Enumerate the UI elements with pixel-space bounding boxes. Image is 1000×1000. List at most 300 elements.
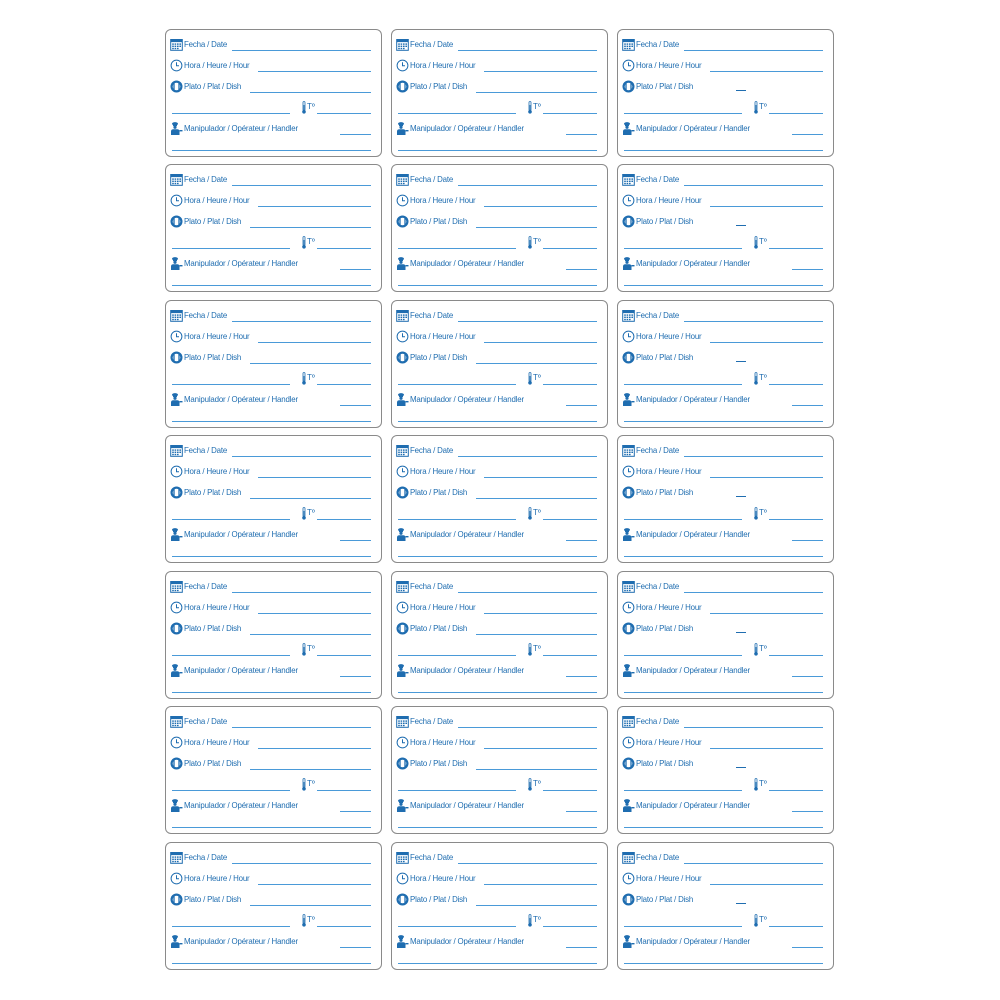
dish-field-label: Plato / Plat / Dish <box>636 758 694 768</box>
hour-field-line[interactable] <box>484 71 597 72</box>
handler-extra-line[interactable] <box>172 963 371 964</box>
hour-field-line[interactable] <box>484 477 597 478</box>
date-field-line[interactable] <box>458 863 597 864</box>
handler-field-row <box>170 393 371 407</box>
chef-icon <box>170 528 183 541</box>
temperature-label: Tº <box>307 915 315 924</box>
temperature-label: Tº <box>533 237 541 246</box>
chef-icon <box>396 935 409 948</box>
handler-field-line[interactable] <box>792 540 823 541</box>
temperature-row <box>170 778 371 792</box>
date-field-label: Fecha / Date <box>184 445 228 455</box>
clock-icon <box>622 736 635 749</box>
handler-field-line[interactable] <box>340 134 371 135</box>
handler-extra-line[interactable] <box>624 827 823 828</box>
calendar-icon <box>622 580 635 593</box>
hour-field-line[interactable] <box>484 342 597 343</box>
hour-field-row <box>396 736 597 750</box>
temperature-line[interactable] <box>543 790 597 791</box>
calendar-icon <box>622 173 635 186</box>
food-label-card <box>391 29 608 157</box>
dish-field-line[interactable] <box>476 634 597 635</box>
calendar-icon <box>396 715 409 728</box>
temperature-line[interactable] <box>769 519 823 520</box>
hour-field-label: Hora / Heure / Hour <box>636 737 702 747</box>
food-label-card <box>617 164 834 292</box>
date-field-line[interactable] <box>232 185 371 186</box>
temperature-line[interactable] <box>769 248 823 249</box>
handler-field-label: Manipulador / Opérateur / Handler <box>636 394 750 404</box>
handler-field-row <box>622 393 823 407</box>
handler-extra-line[interactable] <box>398 556 597 557</box>
handler-extra-line[interactable] <box>172 150 371 151</box>
clock-icon <box>396 736 409 749</box>
cutlery-icon <box>170 757 183 770</box>
temperature-line[interactable] <box>769 926 823 927</box>
temperature-pre-line[interactable] <box>398 384 516 385</box>
handler-field-row <box>396 664 597 678</box>
dish-field-label: Plato / Plat / Dish <box>410 216 468 226</box>
dish-field-label: Plato / Plat / Dish <box>636 894 694 904</box>
temperature-line[interactable] <box>317 384 371 385</box>
handler-extra-line[interactable] <box>398 827 597 828</box>
temperature-pre-line[interactable] <box>398 926 516 927</box>
hour-field-row <box>396 601 597 615</box>
calendar-icon <box>170 715 183 728</box>
dish-field-label: Plato / Plat / Dish <box>410 894 468 904</box>
date-field-row <box>170 851 371 865</box>
temperature-pre-line[interactable] <box>398 790 516 791</box>
handler-field-row <box>622 664 823 678</box>
temperature-pre-line[interactable] <box>398 655 516 656</box>
hour-field-row <box>396 465 597 479</box>
dish-field-line[interactable] <box>250 905 371 906</box>
temperature-line[interactable] <box>543 926 597 927</box>
temperature-line[interactable] <box>543 384 597 385</box>
dish-field-row <box>622 80 823 94</box>
hour-field-line[interactable] <box>710 884 823 885</box>
dish-field-line[interactable] <box>250 363 371 364</box>
calendar-icon <box>622 444 635 457</box>
chef-icon <box>396 122 409 135</box>
dish-field-line[interactable] <box>250 92 371 93</box>
date-field-row <box>396 715 597 729</box>
calendar-icon <box>396 580 409 593</box>
hour-field-row <box>170 601 371 615</box>
date-field-row <box>396 309 597 323</box>
temperature-label: Tº <box>759 373 767 382</box>
date-field-row <box>622 173 823 187</box>
temperature-pre-line[interactable] <box>624 519 742 520</box>
temperature-row <box>170 643 371 657</box>
handler-field-label: Manipulador / Opérateur / Handler <box>410 394 524 404</box>
handler-field-line[interactable] <box>566 811 597 812</box>
handler-field-line[interactable] <box>340 811 371 812</box>
hour-field-line[interactable] <box>710 342 823 343</box>
hour-field-label: Hora / Heure / Hour <box>184 331 250 341</box>
date-field-line[interactable] <box>684 592 823 593</box>
date-field-line[interactable] <box>684 185 823 186</box>
dish-field-line[interactable] <box>250 769 371 770</box>
date-field-row <box>170 173 371 187</box>
clock-icon <box>170 872 183 885</box>
handler-field-row <box>622 257 823 271</box>
dish-field-line[interactable] <box>476 498 597 499</box>
hour-field-line[interactable] <box>484 206 597 207</box>
cutlery-icon <box>396 486 409 499</box>
hour-field-label: Hora / Heure / Hour <box>410 331 476 341</box>
hour-field-label: Hora / Heure / Hour <box>410 60 476 70</box>
date-field-row <box>396 580 597 594</box>
handler-field-line[interactable] <box>566 405 597 406</box>
dish-field-row <box>622 215 823 229</box>
clock-icon <box>622 872 635 885</box>
hour-field-label: Hora / Heure / Hour <box>636 195 702 205</box>
clock-icon <box>622 330 635 343</box>
hour-field-line[interactable] <box>484 884 597 885</box>
temperature-row <box>396 643 597 657</box>
clock-icon <box>170 736 183 749</box>
handler-field-row <box>170 664 371 678</box>
temperature-row <box>396 914 597 928</box>
dish-field-row <box>170 893 371 907</box>
chef-icon <box>170 122 183 135</box>
handler-field-line[interactable] <box>566 947 597 948</box>
hour-field-line[interactable] <box>258 71 371 72</box>
dish-field-row <box>622 486 823 500</box>
temperature-label: Tº <box>759 102 767 111</box>
handler-field-row <box>396 393 597 407</box>
cutlery-icon <box>170 215 183 228</box>
temperature-line[interactable] <box>317 248 371 249</box>
hour-field-label: Hora / Heure / Hour <box>636 331 702 341</box>
temperature-row <box>622 372 823 386</box>
temperature-pre-line[interactable] <box>172 926 290 927</box>
calendar-icon <box>622 309 635 322</box>
handler-field-line[interactable] <box>340 676 371 677</box>
handler-extra-line[interactable] <box>172 556 371 557</box>
date-field-line[interactable] <box>232 863 371 864</box>
temperature-label: Tº <box>533 644 541 653</box>
handler-extra-line[interactable] <box>624 556 823 557</box>
handler-field-row <box>396 935 597 949</box>
cutlery-icon <box>622 80 635 93</box>
cutlery-icon <box>622 486 635 499</box>
temperature-row <box>622 778 823 792</box>
calendar-icon <box>622 715 635 728</box>
calendar-icon <box>170 580 183 593</box>
handler-field-label: Manipulador / Opérateur / Handler <box>184 123 298 133</box>
hour-field-line[interactable] <box>484 613 597 614</box>
cutlery-icon <box>170 622 183 635</box>
food-label-card <box>617 571 834 699</box>
dish-field-row <box>396 757 597 771</box>
temperature-pre-line[interactable] <box>624 248 742 249</box>
date-field-line[interactable] <box>684 727 823 728</box>
temperature-pre-line[interactable] <box>624 655 742 656</box>
handler-field-line[interactable] <box>566 676 597 677</box>
date-field-line[interactable] <box>232 592 371 593</box>
temperature-line[interactable] <box>543 248 597 249</box>
cutlery-icon <box>622 351 635 364</box>
hour-field-line[interactable] <box>258 342 371 343</box>
handler-extra-line[interactable] <box>398 963 597 964</box>
handler-field-label: Manipulador / Opérateur / Handler <box>410 258 524 268</box>
cutlery-icon <box>396 351 409 364</box>
hour-field-line[interactable] <box>258 477 371 478</box>
temperature-line[interactable] <box>769 655 823 656</box>
dish-field-label: Plato / Plat / Dish <box>410 623 468 633</box>
date-field-label: Fecha / Date <box>636 716 680 726</box>
date-field-row <box>170 715 371 729</box>
dish-field-line[interactable] <box>250 498 371 499</box>
clock-icon <box>396 601 409 614</box>
temperature-line[interactable] <box>317 113 371 114</box>
clock-icon <box>170 330 183 343</box>
dish-field-row <box>170 80 371 94</box>
temperature-pre-line[interactable] <box>172 384 290 385</box>
dish-field-label: Plato / Plat / Dish <box>410 352 468 362</box>
handler-field-line[interactable] <box>566 269 597 270</box>
date-field-line[interactable] <box>684 321 823 322</box>
handler-field-line[interactable] <box>566 134 597 135</box>
date-field-line[interactable] <box>458 456 597 457</box>
temperature-row <box>170 236 371 250</box>
handler-field-line[interactable] <box>792 811 823 812</box>
date-field-label: Fecha / Date <box>410 310 454 320</box>
date-field-line[interactable] <box>458 727 597 728</box>
temperature-pre-line[interactable] <box>172 519 290 520</box>
food-label-card <box>391 571 608 699</box>
dish-field-line[interactable] <box>476 363 597 364</box>
handler-field-label: Manipulador / Opérateur / Handler <box>636 258 750 268</box>
hour-field-line[interactable] <box>258 613 371 614</box>
date-field-label: Fecha / Date <box>636 39 680 49</box>
date-field-line[interactable] <box>458 592 597 593</box>
hour-field-line[interactable] <box>258 884 371 885</box>
temperature-pre-line[interactable] <box>172 655 290 656</box>
dish-dash <box>736 903 746 904</box>
handler-field-line[interactable] <box>792 134 823 135</box>
clock-icon <box>170 465 183 478</box>
hour-field-label: Hora / Heure / Hour <box>410 195 476 205</box>
calendar-icon <box>170 309 183 322</box>
clock-icon <box>170 194 183 207</box>
date-field-line[interactable] <box>232 50 371 51</box>
handler-field-row <box>170 257 371 271</box>
date-field-line[interactable] <box>232 321 371 322</box>
temperature-label: Tº <box>533 102 541 111</box>
temperature-pre-line[interactable] <box>172 790 290 791</box>
clock-icon <box>396 330 409 343</box>
dish-field-label: Plato / Plat / Dish <box>410 487 468 497</box>
hour-field-label: Hora / Heure / Hour <box>410 873 476 883</box>
date-field-line[interactable] <box>232 456 371 457</box>
temperature-label: Tº <box>759 508 767 517</box>
hour-field-row <box>622 59 823 73</box>
hour-field-line[interactable] <box>258 206 371 207</box>
handler-extra-line[interactable] <box>624 421 823 422</box>
chef-icon <box>170 257 183 270</box>
temperature-line[interactable] <box>317 926 371 927</box>
dish-field-line[interactable] <box>476 92 597 93</box>
handler-field-line[interactable] <box>340 405 371 406</box>
dish-field-line[interactable] <box>476 905 597 906</box>
food-label-card <box>391 164 608 292</box>
temperature-pre-line[interactable] <box>624 926 742 927</box>
handler-field-line[interactable] <box>566 540 597 541</box>
food-label-card <box>391 842 608 970</box>
dish-field-row <box>396 893 597 907</box>
date-field-row <box>622 38 823 52</box>
handler-extra-line[interactable] <box>172 692 371 693</box>
handler-field-row <box>622 935 823 949</box>
chef-icon <box>396 664 409 677</box>
hour-field-line[interactable] <box>710 748 823 749</box>
date-field-label: Fecha / Date <box>410 581 454 591</box>
hour-field-line[interactable] <box>484 748 597 749</box>
chef-icon <box>622 935 635 948</box>
dish-field-row <box>396 351 597 365</box>
date-field-line[interactable] <box>458 321 597 322</box>
handler-field-row <box>396 257 597 271</box>
temperature-pre-line[interactable] <box>398 248 516 249</box>
dish-field-row <box>622 622 823 636</box>
temperature-line[interactable] <box>543 655 597 656</box>
dish-field-row <box>396 80 597 94</box>
temperature-line[interactable] <box>769 384 823 385</box>
dish-dash <box>736 361 746 362</box>
handler-field-label: Manipulador / Opérateur / Handler <box>184 394 298 404</box>
food-label-card <box>391 706 608 834</box>
temperature-line[interactable] <box>317 519 371 520</box>
dish-field-label: Plato / Plat / Dish <box>636 216 694 226</box>
handler-field-line[interactable] <box>340 540 371 541</box>
food-label-card <box>617 435 834 563</box>
dish-field-line[interactable] <box>250 634 371 635</box>
hour-field-line[interactable] <box>710 613 823 614</box>
handler-extra-line[interactable] <box>172 827 371 828</box>
date-field-line[interactable] <box>458 185 597 186</box>
dish-field-line[interactable] <box>476 769 597 770</box>
food-label-card <box>165 300 382 428</box>
temperature-pre-line[interactable] <box>624 384 742 385</box>
handler-field-line[interactable] <box>792 269 823 270</box>
temperature-line[interactable] <box>769 113 823 114</box>
calendar-icon <box>396 38 409 51</box>
temperature-line[interactable] <box>543 113 597 114</box>
date-field-label: Fecha / Date <box>184 716 228 726</box>
handler-field-line[interactable] <box>792 947 823 948</box>
handler-field-line[interactable] <box>340 947 371 948</box>
temperature-row <box>622 507 823 521</box>
date-field-row <box>170 309 371 323</box>
date-field-label: Fecha / Date <box>410 174 454 184</box>
hour-field-row <box>170 465 371 479</box>
handler-field-label: Manipulador / Opérateur / Handler <box>184 665 298 675</box>
hour-field-line[interactable] <box>710 477 823 478</box>
cutlery-icon <box>396 757 409 770</box>
handler-field-row <box>622 528 823 542</box>
hour-field-row <box>170 194 371 208</box>
calendar-icon <box>622 851 635 864</box>
hour-field-line[interactable] <box>710 71 823 72</box>
temperature-pre-line[interactable] <box>172 113 290 114</box>
date-field-line[interactable] <box>684 863 823 864</box>
temperature-line[interactable] <box>769 790 823 791</box>
temperature-line[interactable] <box>543 519 597 520</box>
clock-icon <box>396 465 409 478</box>
dish-field-line[interactable] <box>250 227 371 228</box>
clock-icon <box>396 59 409 72</box>
date-field-line[interactable] <box>232 727 371 728</box>
handler-field-line[interactable] <box>340 269 371 270</box>
handler-extra-line[interactable] <box>624 150 823 151</box>
handler-field-row <box>396 528 597 542</box>
dish-field-label: Plato / Plat / Dish <box>184 216 242 226</box>
hour-field-row <box>622 736 823 750</box>
dish-field-row <box>170 351 371 365</box>
date-field-row <box>396 851 597 865</box>
dish-field-label: Plato / Plat / Dish <box>636 81 694 91</box>
date-field-label: Fecha / Date <box>410 445 454 455</box>
handler-extra-line[interactable] <box>398 421 597 422</box>
dish-field-line[interactable] <box>476 227 597 228</box>
chef-icon <box>396 528 409 541</box>
food-label-card <box>391 300 608 428</box>
date-field-row <box>170 580 371 594</box>
handler-extra-line[interactable] <box>624 285 823 286</box>
hour-field-line[interactable] <box>710 206 823 207</box>
handler-extra-line[interactable] <box>172 285 371 286</box>
handler-field-line[interactable] <box>792 676 823 677</box>
cutlery-icon <box>170 893 183 906</box>
temperature-label: Tº <box>307 779 315 788</box>
handler-field-line[interactable] <box>792 405 823 406</box>
handler-extra-line[interactable] <box>398 692 597 693</box>
handler-extra-line[interactable] <box>624 963 823 964</box>
temperature-row <box>170 507 371 521</box>
handler-extra-line[interactable] <box>398 150 597 151</box>
date-field-line[interactable] <box>458 50 597 51</box>
handler-field-row <box>396 799 597 813</box>
hour-field-row <box>622 194 823 208</box>
temperature-pre-line[interactable] <box>398 519 516 520</box>
date-field-line[interactable] <box>684 50 823 51</box>
temperature-pre-line[interactable] <box>624 790 742 791</box>
handler-extra-line[interactable] <box>624 692 823 693</box>
hour-field-label: Hora / Heure / Hour <box>184 873 250 883</box>
temperature-pre-line[interactable] <box>398 113 516 114</box>
date-field-line[interactable] <box>684 456 823 457</box>
calendar-icon <box>170 173 183 186</box>
calendar-icon <box>622 38 635 51</box>
temperature-line[interactable] <box>317 655 371 656</box>
handler-extra-line[interactable] <box>398 285 597 286</box>
chef-icon <box>622 122 635 135</box>
temperature-pre-line[interactable] <box>172 248 290 249</box>
temperature-row <box>396 236 597 250</box>
temperature-line[interactable] <box>317 790 371 791</box>
date-field-row <box>396 173 597 187</box>
food-label-card <box>617 29 834 157</box>
hour-field-line[interactable] <box>258 748 371 749</box>
clock-icon <box>622 59 635 72</box>
date-field-label: Fecha / Date <box>184 174 228 184</box>
temperature-pre-line[interactable] <box>624 113 742 114</box>
handler-field-label: Manipulador / Opérateur / Handler <box>410 936 524 946</box>
handler-extra-line[interactable] <box>172 421 371 422</box>
